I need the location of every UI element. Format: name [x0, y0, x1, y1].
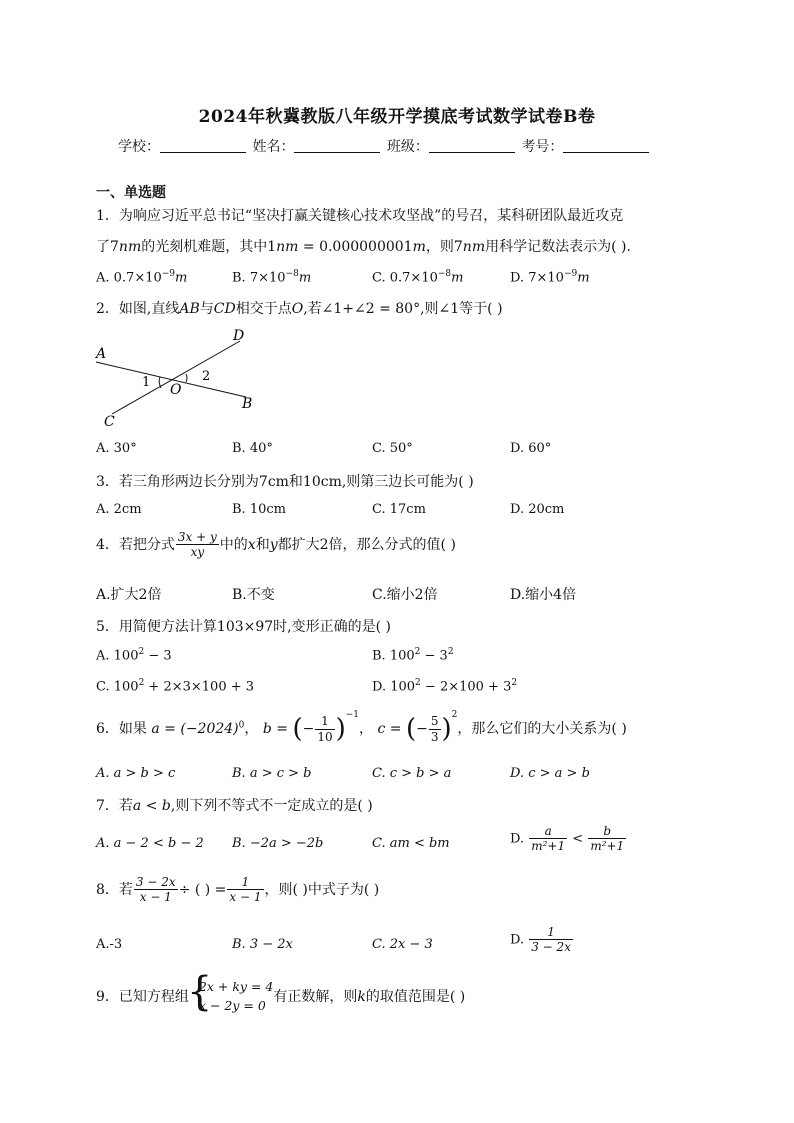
option-c[interactable]: C. am < bm [372, 836, 450, 851]
label-angle-1: 1 [142, 375, 151, 390]
question-5-text: 5．用简便方法计算103×97时,变形正确的是( ) [96, 619, 391, 635]
angle-1-arc [159, 377, 161, 388]
question-1-line-1: 1．为响应习近平总书记“坚决打赢关键核心技术攻坚战”的号召，某科研团队最近攻克 [96, 208, 624, 224]
label-b: B [242, 396, 253, 412]
option-b[interactable]: B. $100^2 - 3^2$ [372, 647, 454, 664]
option-b[interactable]: B. a > c > b [232, 766, 312, 781]
school-label: 学校： [118, 139, 160, 155]
option-d[interactable]: D. $\frac{a}{\text{m²+1}}$ < $\frac{b}{\text{m²+1}}$ [510, 824, 625, 854]
label-a: A [96, 346, 107, 362]
option-a[interactable]: A. 2cm [96, 502, 142, 517]
label-d: D [233, 328, 245, 344]
line-cd [112, 341, 240, 414]
option-d[interactable]: D. $7\times 10^{-9}m$ [510, 269, 590, 286]
option-b[interactable]: B. $7\times 10^{-8}m$ [232, 269, 312, 286]
option-a[interactable]: A.扩大2倍 [96, 587, 162, 603]
question-1-line-2: 了7nm的光刻机难题，其中1nm = 0.000000001m，则7nm用科学记数法表示为( ). [96, 239, 631, 255]
option-c[interactable]: C. 50° [372, 441, 413, 456]
angle-2-arc [186, 374, 187, 382]
intersecting-lines-figure [92, 322, 272, 432]
option-c[interactable]: C. $100^2 + 2\times 3\times 100 + 3$ [96, 678, 255, 695]
name-blank[interactable] [294, 138, 380, 153]
label-c: C [104, 414, 115, 430]
option-b[interactable]: B. −2a > −2b [232, 836, 324, 851]
number-blank[interactable] [563, 138, 649, 153]
option-c[interactable]: C.缩小2倍 [372, 587, 438, 603]
question-4-text: 4．若把分式 $\frac{3x + y}{xy}$ 中的x和y都扩大2倍，那么分式的值( ) [96, 530, 456, 560]
class-label: 班级： [386, 139, 429, 155]
number-label: 考号： [521, 139, 564, 155]
option-c[interactable]: C. 17cm [372, 502, 426, 517]
option-b[interactable]: B. 10cm [232, 502, 286, 517]
label-o: O [170, 382, 182, 398]
option-a[interactable]: A. a − 2 < b − 2 [96, 836, 204, 851]
class-blank[interactable] [429, 138, 515, 153]
question-9-text: 9．已知方程组 { 2x + ky = 4 x − 2y = 0 有正数解，则k的取值范围是( ) [96, 969, 466, 1015]
option-b[interactable]: B. 40° [232, 441, 273, 456]
option-a[interactable]: A.-3 [96, 937, 123, 952]
page-title: 2024年秋冀教版八年级开学摸底考试数学试卷B卷 [198, 107, 596, 127]
student-info-line [118, 136, 651, 156]
option-a[interactable]: A. a > b > c [96, 766, 176, 781]
option-a[interactable]: A. $0.7\times 10^{-9}m$ [96, 269, 188, 286]
option-d[interactable]: D. $\frac{1}{3 - 2x}$ [510, 925, 571, 955]
question-3-text: 3．若三角形两边长分别为7cm和10cm,则第三边长可能为( ) [96, 474, 474, 490]
question-6-text: 6．如果 $a = (-2024)^0$， b = (− $\frac{1}{10}$ )$^{-1}$， c = (− $\frac{5}{3}$ )$^2$，那么它们的大小关系为( ) [96, 710, 627, 744]
section-heading: 一、单选题 [96, 185, 166, 201]
option-d[interactable]: D. c > a > b [510, 766, 590, 781]
option-c[interactable]: C. $0.7\times 10^{-8}m$ [372, 269, 464, 286]
fraction: $\frac{5}{3}$ [430, 714, 439, 744]
equation-system: { 2x + ky = 4 x − 2y = 0 [186, 969, 274, 1015]
option-d[interactable]: D.缩小4倍 [510, 587, 577, 603]
question-7-text: 7．若a < b,则下列不等式不一定成立的是( ) [96, 798, 373, 814]
option-b[interactable]: B. 3 − 2x [232, 937, 293, 952]
option-b[interactable]: B.不变 [232, 587, 275, 603]
question-8-text: 8．若 $\frac{3 - 2x}{x - 1}$ ÷ ( ) = $\frac{1}{x - 1}$ ，则( )中式子为( ) [96, 875, 380, 905]
label-angle-2: 2 [202, 369, 211, 384]
option-d[interactable]: D. $100^2 - 2\times 100 + 3^2$ [372, 678, 518, 695]
option-d[interactable]: D. 20cm [510, 502, 565, 517]
school-blank[interactable] [160, 138, 246, 153]
name-label: 姓名： [252, 139, 295, 155]
option-a[interactable]: A. 30° [96, 441, 137, 456]
option-c[interactable]: C. 2x − 3 [372, 937, 433, 952]
option-c[interactable]: C. c > b > a [372, 766, 452, 781]
option-d[interactable]: D. 60° [510, 441, 552, 456]
question-2-text: 2．如图,直线AB与CD相交于点O,若∠1+∠2 = 80°,则∠1等于( ) [96, 301, 503, 317]
option-a[interactable]: A. $100^2 - 3$ [96, 647, 172, 664]
fraction: $\frac{1}{10}$ [317, 714, 333, 744]
fraction: $\frac{3x + y}{xy}$ [177, 530, 217, 560]
